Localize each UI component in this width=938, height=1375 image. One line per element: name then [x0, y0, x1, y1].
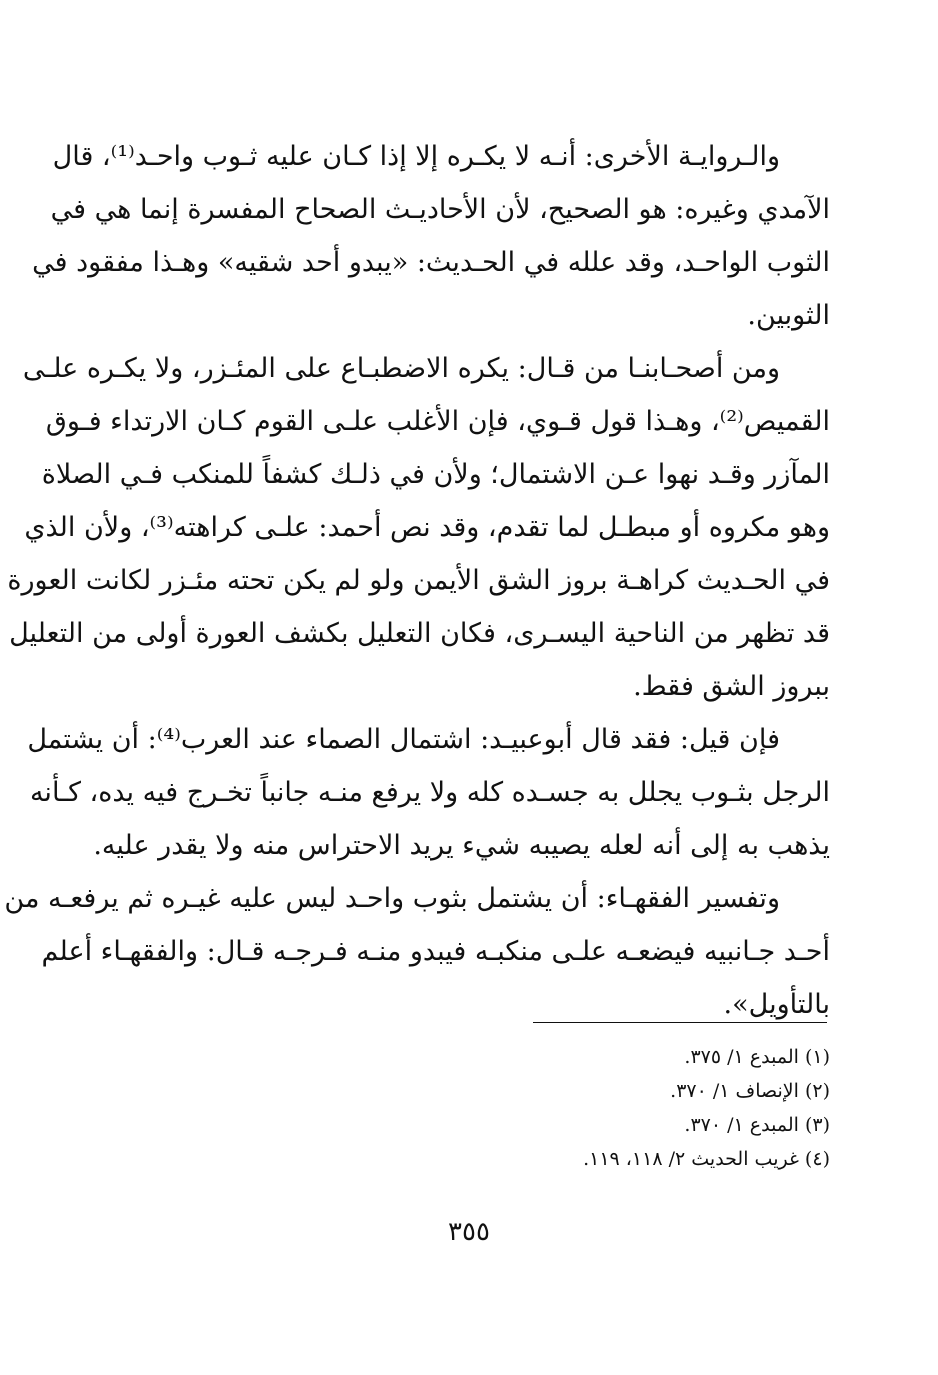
footnote-3: (٣) المبدع ١/ ٣٧٠. [684, 1114, 830, 1136]
paragraph-2-line-6: قد تظهر من الناحية اليسـرى، فكان التعليل بكشف العورة أولى من التعليل [9, 618, 830, 649]
paragraph-2-line-4: وهو مكروه أو مبطـل لما تقدم، وقد نص أحمد: علـى كراهته⁽³⁾، ولأن الذي [24, 512, 830, 543]
footnotes [300, 1040, 830, 1176]
footnote-1: (١) المبدع ١/ ٣٧٥. [684, 1046, 830, 1068]
paragraph-3-line-2: الرجل بثـوب يجلل به جسـده كله ولا يرفع منـه جانباً تخـرج فيه يده، كـأنه [29, 777, 830, 808]
paragraph-2-line-2: القميص⁽²⁾، وهـذا قول قـوي، فإن الأغلب علـى القوم كـان الارتداء فـوق [45, 406, 830, 437]
paragraph-1-line-4: الثوبين. [747, 300, 830, 331]
paragraph-1-line-3: الثوب الواحـد، وقد علله في الحـديث: «يبدو أحد شقيه» وهـذا مفقود في [32, 247, 830, 278]
paragraph-3-line-1: فإن قيل: فقد قال أبوعبيـد: اشتمال الصماء عند العرب⁽⁴⁾: أن يشتمل [27, 724, 780, 755]
paragraph-1-line-1: والـروايـة الأخرى: أنـه لا يكـره إلا إذا كـان عليه ثـوب واحـد⁽¹⁾، قال [52, 141, 780, 172]
paragraph-4-line-3: بالتأويل». [723, 989, 830, 1020]
footnote-divider [533, 1022, 827, 1023]
paragraph-4-line-2: أحـد جـانبيه فيضعـه علـى منكبـه فيبدو منـه فـرجـه قـال: والفقهـاء أعلم [41, 936, 830, 967]
paragraph-2-line-1: ومن أصحـابنـا من قـال: يكره الاضطبـاع على المئـزر، ولا يكـره علـى [22, 353, 780, 384]
paragraph-2-line-3: المآزر وقـد نهوا عـن الاشتمال؛ ولأن في ذلـك كشفاً للمنكب فـي الصلاة [41, 459, 830, 490]
page-number: ٣٥٥ [448, 1217, 490, 1247]
footnote-4: (٤) غريب الحديث ٢/ ١١٨، ١١٩. [583, 1148, 830, 1170]
main-text [4, 130, 830, 1031]
paragraph-3-line-3: يذهب به إلى أنه لعله يصيبه شيء يريد الاحتراس منه ولا يقدر عليه. [93, 830, 830, 861]
paragraph-1-line-2: الآمدي وغيره: هو الصحيح، لأن الأحاديـث الصحاح المفسرة إنما هي في [50, 194, 830, 225]
paragraph-2-line-5: في الحـديث كراهـة بروز الشق الأيمن ولو لم يكن تحته مئـزر لكانت العورة [7, 565, 830, 596]
paragraph-2-line-7: ببروز الشق فقط. [633, 671, 830, 702]
paragraph-4-line-1: وتفسير الفقهـاء: أن يشتمل بثوب واحـد ليس عليه غيـره ثم يرفعـه من [4, 883, 780, 914]
footnote-2: (٢) الإنصاف ١/ ٣٧٠. [670, 1080, 830, 1102]
